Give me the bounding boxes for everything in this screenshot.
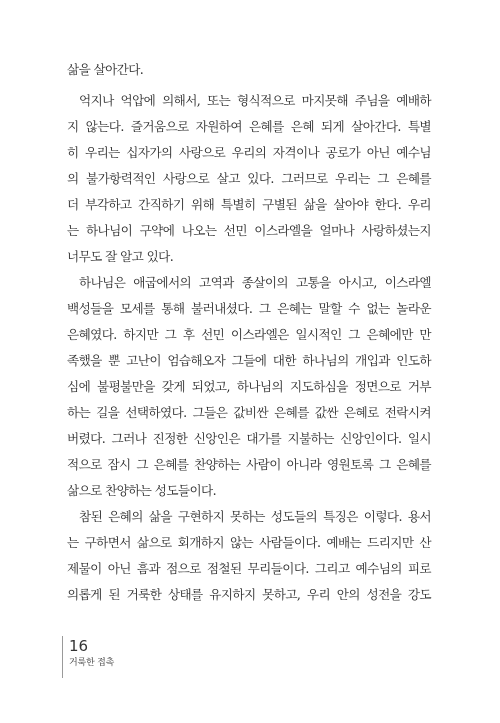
text-line: 는 하나님이 구약에 나오는 선민 이스라엘을 얼마나 사랑하셨는지 (67, 223, 431, 238)
text-line: 버렸다. 그러나 진정한 신앙인은 대가를 지불하는 신앙인이다. 일시 (67, 431, 431, 446)
text-line: 하는 길을 선택하였다. 그들은 값비싼 은혜를 값싼 은혜로 전락시켜 (67, 405, 431, 420)
text-line: 더 부각하고 간직하기 위해 특별히 구별된 삶을 살아야 한다. 우리 (67, 197, 431, 212)
text-line: 의롭게 된 거룩한 상태를 유지하지 못하고, 우리 안의 성전을 강도 (67, 587, 431, 602)
footer-divider (62, 636, 63, 678)
text-line: 참된 은혜의 삶을 구현하지 못하는 성도들의 특징은 이렇다. 용서 (79, 509, 431, 524)
text-line: 삶으로 찬양하는 성도들이다. (67, 483, 216, 498)
page-number: 16 (69, 637, 89, 655)
text-line: 삶을 살아간다. (67, 62, 144, 77)
text-line: 히 우리는 십자가의 사랑으로 우리의 자격이나 공로가 아닌 예수님 (67, 145, 431, 160)
text-line: 너무도 잘 알고 있다. (67, 249, 174, 264)
text-line: 족했을 뿐 고난이 엄습해오자 그들에 대한 하나님의 개입과 인도하 (67, 353, 431, 368)
text-line: 심에 불평불만을 갖게 되었고, 하나님의 지도하심을 정면으로 거부 (67, 379, 431, 394)
text-line: 억지나 억압에 의해서, 또는 형식적으로 마지못해 주님을 예배하 (79, 93, 431, 108)
text-line: 의 불가항력적인 사랑으로 살고 있다. 그러므로 우리는 그 은혜를 (67, 171, 431, 186)
text-line: 백성들을 모세를 통해 불러내셨다. 그 은혜는 말할 수 없는 놀라운 (67, 301, 431, 316)
text-line: 지 않는다. 즐거움으로 자원하여 은혜를 은혜 되게 살아간다. 특별 (67, 119, 431, 134)
text-line: 하나님은 애굽에서의 고역과 종살이의 고통을 아시고, 이스라엘 (79, 275, 431, 290)
book-title: 거룩한 접촉 (69, 658, 115, 668)
text-line: 제물이 아닌 흠과 점으로 점철된 무리들이다. 그리고 예수님의 피로 (67, 561, 431, 576)
text-line: 은혜였다. 하지만 그 후 선민 이스라엘은 일시적인 그 은혜에만 만 (67, 327, 431, 342)
text-line: 적으로 잠시 그 은혜를 찬양하는 사람이 아니라 영원토록 그 은혜를 (67, 457, 431, 472)
text-line: 는 구하면서 삶으로 회개하지 않는 사람들이다. 예배는 드리지만 산 (67, 535, 431, 550)
